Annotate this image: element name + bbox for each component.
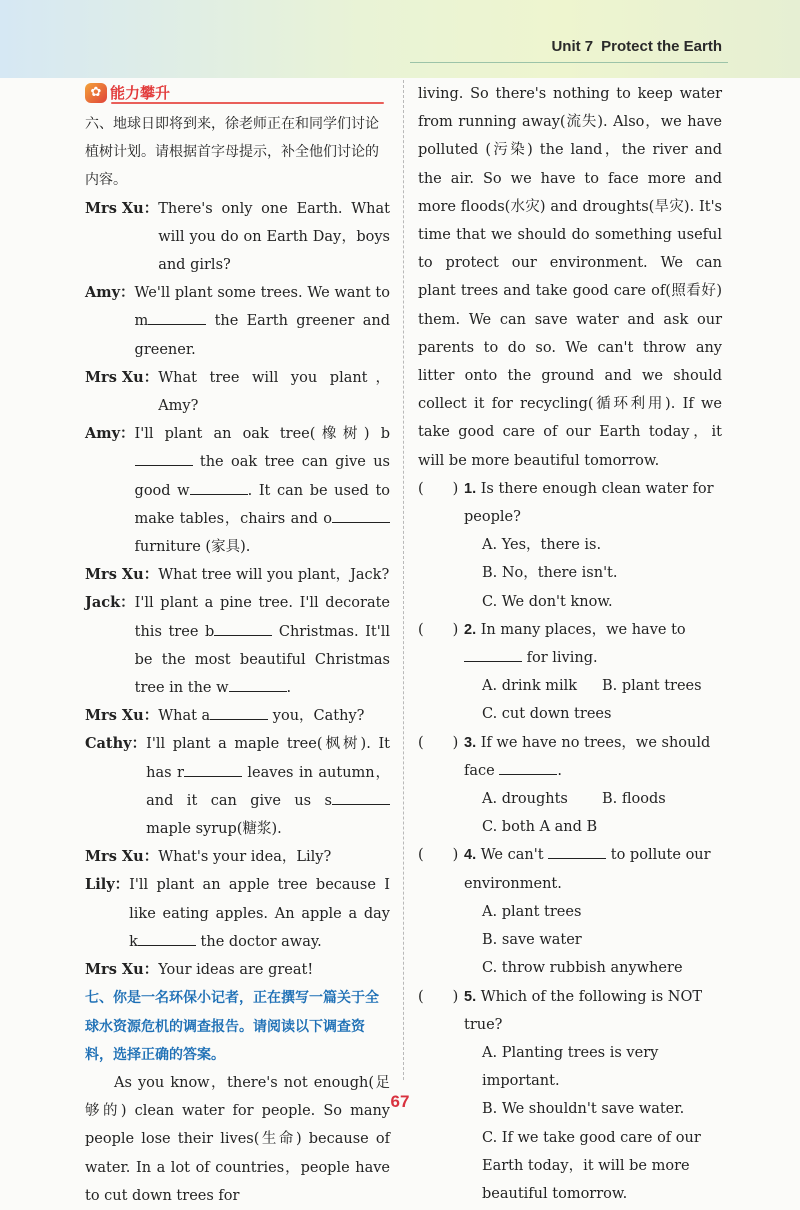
right-column xyxy=(418,80,722,1208)
question-number: 3. xyxy=(464,734,477,751)
passage-paragraph: As you know，there's not enough(足够的) clean water for people. So many people lose their lives(生命) because of water. In a lot of countries，people have to cut down trees for xyxy=(85,1074,390,1204)
dialogue-turn xyxy=(85,702,390,730)
dialogue-turn xyxy=(85,843,390,871)
speaker: Mrs Xu： xyxy=(85,368,159,386)
option[interactable]: A. droughts xyxy=(482,791,568,808)
answer-blank[interactable] xyxy=(184,760,242,777)
option[interactable]: A. drink milk xyxy=(482,678,578,695)
column-divider xyxy=(403,80,404,1080)
answer-bracket[interactable]: ( ) xyxy=(418,480,459,497)
utterance: What's your idea，Lily? xyxy=(158,849,332,866)
option[interactable]: C. We don't know. xyxy=(482,593,613,610)
utterance: leaves in autumn，and it can give us s xyxy=(146,764,390,809)
question xyxy=(418,983,722,1039)
answer-blank[interactable] xyxy=(464,645,522,662)
question-number: 4. xyxy=(464,847,477,864)
answer-blank[interactable] xyxy=(135,449,193,466)
answer-blank[interactable] xyxy=(214,619,272,636)
dialogue-turn xyxy=(85,561,390,589)
question xyxy=(418,841,722,897)
question-stem: In many places，we have to xyxy=(480,621,686,638)
options xyxy=(418,1039,722,1208)
option[interactable]: C. If we take good care of our Earth today，it will be more beautiful tomorrow. xyxy=(482,1129,701,1202)
question xyxy=(418,475,722,531)
question xyxy=(418,729,722,785)
options xyxy=(418,898,722,983)
answer-blank[interactable] xyxy=(332,788,390,805)
utterance: What tree will you plant，Amy? xyxy=(158,369,390,415)
utterance: the Earth greener and greener. xyxy=(134,313,390,358)
utterance: I'll plant a pine tree. I'll decorate this tree b xyxy=(134,595,390,640)
unit-number: Unit 7 xyxy=(551,38,594,55)
question-stem: If we have no trees，we should face xyxy=(464,734,711,779)
option[interactable]: C. cut down trees xyxy=(482,706,612,723)
speaker: Lily： xyxy=(85,876,130,894)
utterance: Christmas. It'll be the most beautiful Christmas tree in the w xyxy=(134,623,390,697)
question-stem-end: . xyxy=(557,762,562,779)
dialogue-turn xyxy=(85,420,390,561)
dialogue-turn xyxy=(85,364,390,420)
dialogue-turn xyxy=(85,589,390,702)
utterance: . xyxy=(286,680,292,697)
answer-bracket[interactable]: ( ) xyxy=(418,734,459,751)
flame-icon: ✿ xyxy=(85,83,107,103)
question-stem: We can't xyxy=(480,847,544,864)
question-stem-end: for living. xyxy=(526,650,598,667)
speaker: Mrs Xu： xyxy=(85,566,159,584)
option[interactable]: B. We shouldn't save water. xyxy=(482,1101,685,1118)
answer-blank[interactable] xyxy=(148,308,206,325)
options xyxy=(418,531,722,616)
left-column xyxy=(85,80,390,1210)
answer-blank[interactable] xyxy=(332,506,390,523)
question-number: 2. xyxy=(464,621,477,638)
speaker: Amy： xyxy=(85,284,135,302)
option[interactable]: A. plant trees xyxy=(482,903,582,920)
options xyxy=(418,785,722,841)
answer-blank[interactable] xyxy=(499,758,557,775)
question xyxy=(418,616,722,672)
utterance: the oak tree can give us good w xyxy=(134,454,390,499)
utterance: I'll plant an oak tree(橡树) b xyxy=(134,426,390,443)
speaker: Amy： xyxy=(85,425,135,443)
utterance: I'll plant an apple tree because I like eating apples. An apple a day k xyxy=(129,877,390,950)
header-rule xyxy=(410,62,728,63)
speaker: Mrs Xu： xyxy=(85,961,159,979)
exercise7-instruction: 七、你是一名环保小记者，正在撰写一篇关于全球水资源危机的调查报告。请阅读以下调查资料，选择正确的答案。 xyxy=(85,990,379,1063)
answer-blank[interactable] xyxy=(548,842,606,859)
speaker: Jack： xyxy=(85,594,135,612)
utterance: What tree will you plant，Jack? xyxy=(158,567,390,584)
answer-bracket[interactable]: ( ) xyxy=(418,988,459,1005)
speaker: Mrs Xu： xyxy=(85,707,159,725)
option[interactable]: C. throw rubbish anywhere xyxy=(482,960,683,977)
utterance: furniture (家具). xyxy=(134,539,251,556)
answer-blank[interactable] xyxy=(190,478,248,495)
question-number: 1. xyxy=(464,480,477,497)
passage-paragraph: living. So there's nothing to keep water from running away(流失). Also，we have polluted (污染) the land，the river and the air. So we have to face more and more floods(水灾) and droughts(旱灾). It's time that we should do something useful to protect our environment. We can plant trees and take good care of(照看好) them. We can save water and ask our parents to do so. We can't throw any litter onto the ground and we should collect it for recycling(循环利用). If we take good care of our Earth today，it will be more beautiful tomorrow. xyxy=(418,86,722,469)
utterance: We'll plant some trees. We want to m xyxy=(134,285,390,330)
answer-blank[interactable] xyxy=(138,929,196,946)
options xyxy=(418,672,722,728)
speaker: Mrs Xu： xyxy=(85,848,159,866)
utterance: What a xyxy=(158,708,211,725)
exercise6-instruction: 六、地球日即将到来，徐老师正在和同学们讨论植树计划。请根据首字母提示，补全他们讨论的内容。 xyxy=(85,116,379,189)
question-number: 5. xyxy=(464,988,477,1005)
dialogue-turn xyxy=(85,195,390,280)
option[interactable]: C. both A and B xyxy=(482,819,598,836)
dialogue-turn xyxy=(85,871,390,956)
option[interactable]: B. No，there isn't. xyxy=(482,565,618,582)
option[interactable]: B. plant trees xyxy=(602,678,702,695)
section-underline xyxy=(111,102,384,104)
option[interactable]: A. Planting trees is very important. xyxy=(482,1044,659,1090)
option[interactable]: A. Yes，there is. xyxy=(482,537,602,554)
unit-name: Protect the Earth xyxy=(601,38,722,55)
answer-bracket[interactable]: ( ) xyxy=(418,847,459,864)
dialogue-turn xyxy=(85,279,390,364)
utterance: There's only one Earth. What will you do on Earth Day，boys and girls? xyxy=(158,200,390,274)
speaker: Cathy： xyxy=(85,735,147,753)
utterance: . It can be used to make tables，chairs and o xyxy=(134,482,390,527)
answer-blank[interactable] xyxy=(210,703,268,720)
question-stem: Is there enough clean water for people? xyxy=(464,480,714,526)
speaker: Mrs Xu： xyxy=(85,199,159,217)
unit-title xyxy=(551,38,722,55)
answer-blank[interactable] xyxy=(229,675,287,692)
utterance: Your ideas are great! xyxy=(158,962,314,979)
dialogue-turn xyxy=(85,730,390,843)
page-number: 67 xyxy=(390,1092,410,1111)
section-title: 能力攀升 xyxy=(110,83,171,102)
section-heading xyxy=(85,80,390,106)
utterance: maple syrup(糖浆). xyxy=(146,821,282,838)
passage-left xyxy=(85,1069,390,1210)
question-stem: Which of the following is NOT true? xyxy=(464,988,703,1033)
option[interactable]: B. floods xyxy=(602,791,666,808)
answer-bracket[interactable]: ( ) xyxy=(418,621,459,638)
passage-right xyxy=(418,80,722,475)
utterance: the doctor away. xyxy=(195,933,322,950)
utterance: you，Cathy? xyxy=(268,708,365,725)
dialogue-turn xyxy=(85,956,390,984)
utterance: I'll plant a maple tree(枫树). It has r xyxy=(146,736,390,781)
option[interactable]: B. save water xyxy=(482,932,582,949)
question-stem-end: to pollute our environment. xyxy=(464,847,711,892)
